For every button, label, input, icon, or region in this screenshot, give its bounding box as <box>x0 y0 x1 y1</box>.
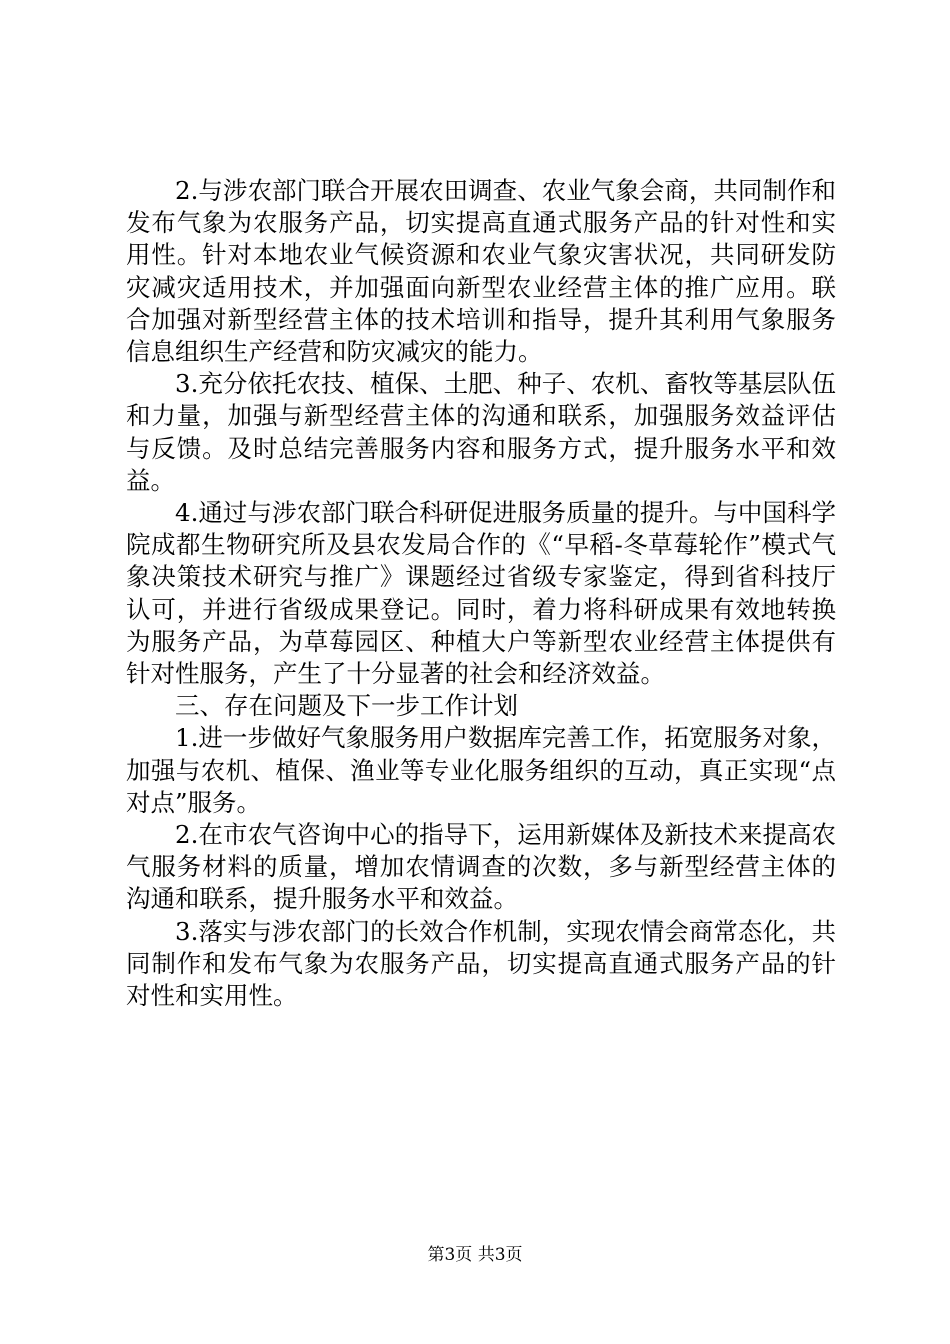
paragraph-item-4: 4.通过与涉农部门联合科研促进服务质量的提升。与中国科学院成都生物研究所及县农发局合作的《“早稻-冬草莓轮作”模式气象决策技术研究与推广》课题经过省级专家鉴定，得到省科技厅认可，并进行省级成果登记。同时，着力将科研成果有效地转换为服务产品，为草莓园区、种植大户等新型农业经营主体提供有针对性服务，产生了十分显著的社会和经济效益。 <box>126 498 836 689</box>
page-number: 第3页 共3页 <box>427 1245 523 1265</box>
plan-item-3: 3.落实与涉农部门的长效合作机制，实现农情会商常态化，共同制作和发布气象为农服务产品，切实提高直通式服务产品的针对性和实用性。 <box>126 916 836 1011</box>
section-heading: 三、存在问题及下一步工作计划 <box>175 691 518 721</box>
plan-item-1: 1.进一步做好气象服务用户数据库完善工作，拓宽服务对象，加强与农机、植保、渔业等专业化服务组织的互动，真正实现“点对点”服务。 <box>126 723 836 817</box>
paragraph-item-3: 3.充分依托农技、植保、土肥、种子、农机、畜牧等基层队伍和力量，加强与新型经营主体的沟通和联系，加强服务效益评估与反馈。及时总结完善服务内容和服务方式，提升服务水平和效益。 <box>126 369 836 495</box>
document-body <box>126 175 836 1012</box>
paragraph-item-2: 2.与涉农部门联合开展农田调查、农业气象会商，共同制作和发布气象为农服务产品，切实提高直通式服务产品的针对性和实用性。针对本地农业气候资源和农业气象灾害状况，共同研发防灾减灾适用技术，并加强面向新型农业经营主体的推广应用。联合加强对新型经营主体的技术培训和指导，提升其利用气象服务信息组织生产经营和防灾减灾的能力。 <box>126 176 836 367</box>
plan-item-2: 2.在市农气咨询中心的指导下，运用新媒体及新技术来提高农气服务材料的质量，增加农情调查的次数，多与新型经营主体的沟通和联系，提升服务水平和效益。 <box>126 820 836 914</box>
page-footer <box>0 1244 950 1266</box>
